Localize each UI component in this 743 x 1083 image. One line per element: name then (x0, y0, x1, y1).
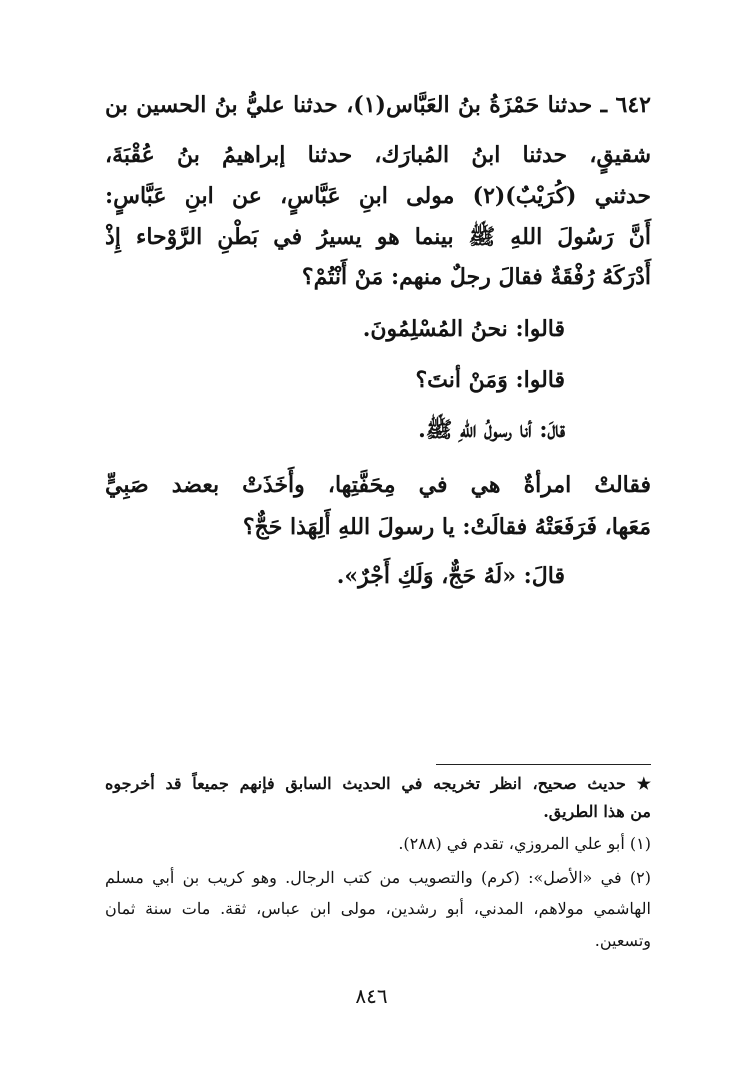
hadith-line-3: حدثني (كُرَيْبٌ)(٢) مولى ابنِ عَبَّاسٍ، عن ابنِ عَبَّاسٍ: (105, 183, 651, 209)
hadith-line-9: فقالتْ امرأةٌ هي في مِحَفَّتِها، وأَخَذَتْ بعضد صَبِيٍّ (105, 472, 651, 498)
hadith-line-7: قالوا: وَمَنْ أنتَ؟ (415, 367, 565, 393)
hadith-line-6: قالوا: نحنُ المُسْلِمُونَ. (362, 316, 565, 342)
footnote-star-line-2: من هذا الطريق. (543, 802, 651, 821)
page-number: ٨٤٦ (355, 984, 388, 1008)
footnote-1: (١) أبو علي المروزي، تقدم في (٢٨٨). (398, 834, 651, 853)
footnote-2-line-3: وتسعين. (594, 931, 651, 950)
hadith-line-11: قالَ: «لَهُ حَجٌّ، وَلَكِ أَجْرٌ». (336, 563, 565, 589)
hadith-line-4: أَنَّ رَسُولَ اللهِ ﷺ بينما هو يسيرُ في بَطْنِ الرَّوْحاء إِذْ (105, 224, 651, 250)
footnote-star-line-1: ★ حديث صحيح، انظر تخريجه في الحديث السابق فإنهم جميعاً قد أخرجوه (105, 774, 651, 793)
hadith-line-8: قالَ: أنا رسولُ اللهِ ﷺ. (418, 417, 565, 443)
footnote-2-line-2: الهاشمي مولاهم، المدني، أبو رشدين، مولى ابن عباس، ثقة. مات سنة ثمان (105, 899, 651, 918)
footnote-divider (436, 764, 651, 765)
hadith-line-2: شقيقٍ، حدثنا ابنُ المُبارَك، حدثنا إبراهيمُ بنُ عُقْبَةَ، (105, 142, 651, 168)
hadith-line-10: مَعَها، فَرَفَعَتْهُ فقالَتْ: يا رسولَ اللهِ أَلِهَذا حَجٌّ؟ (242, 514, 651, 540)
hadith-line-1: ٦٤٢ ـ حدثنا حَمْزَةُ بنُ العَبَّاس(١)، حدثنا عليُّ بنُ الحسين بن (105, 92, 651, 118)
hadith-line-5: أَدْرَكَهُ رُفْقَةٌ فقالَ رجلٌ منهم: مَنْ أَنْتُمْ؟ (301, 264, 651, 290)
footnote-2-line-1: (٢) في «الأصل»: (كرم) والتصويب من كتب الرجال. وهو كريب بن أبي مسلم (105, 868, 651, 887)
